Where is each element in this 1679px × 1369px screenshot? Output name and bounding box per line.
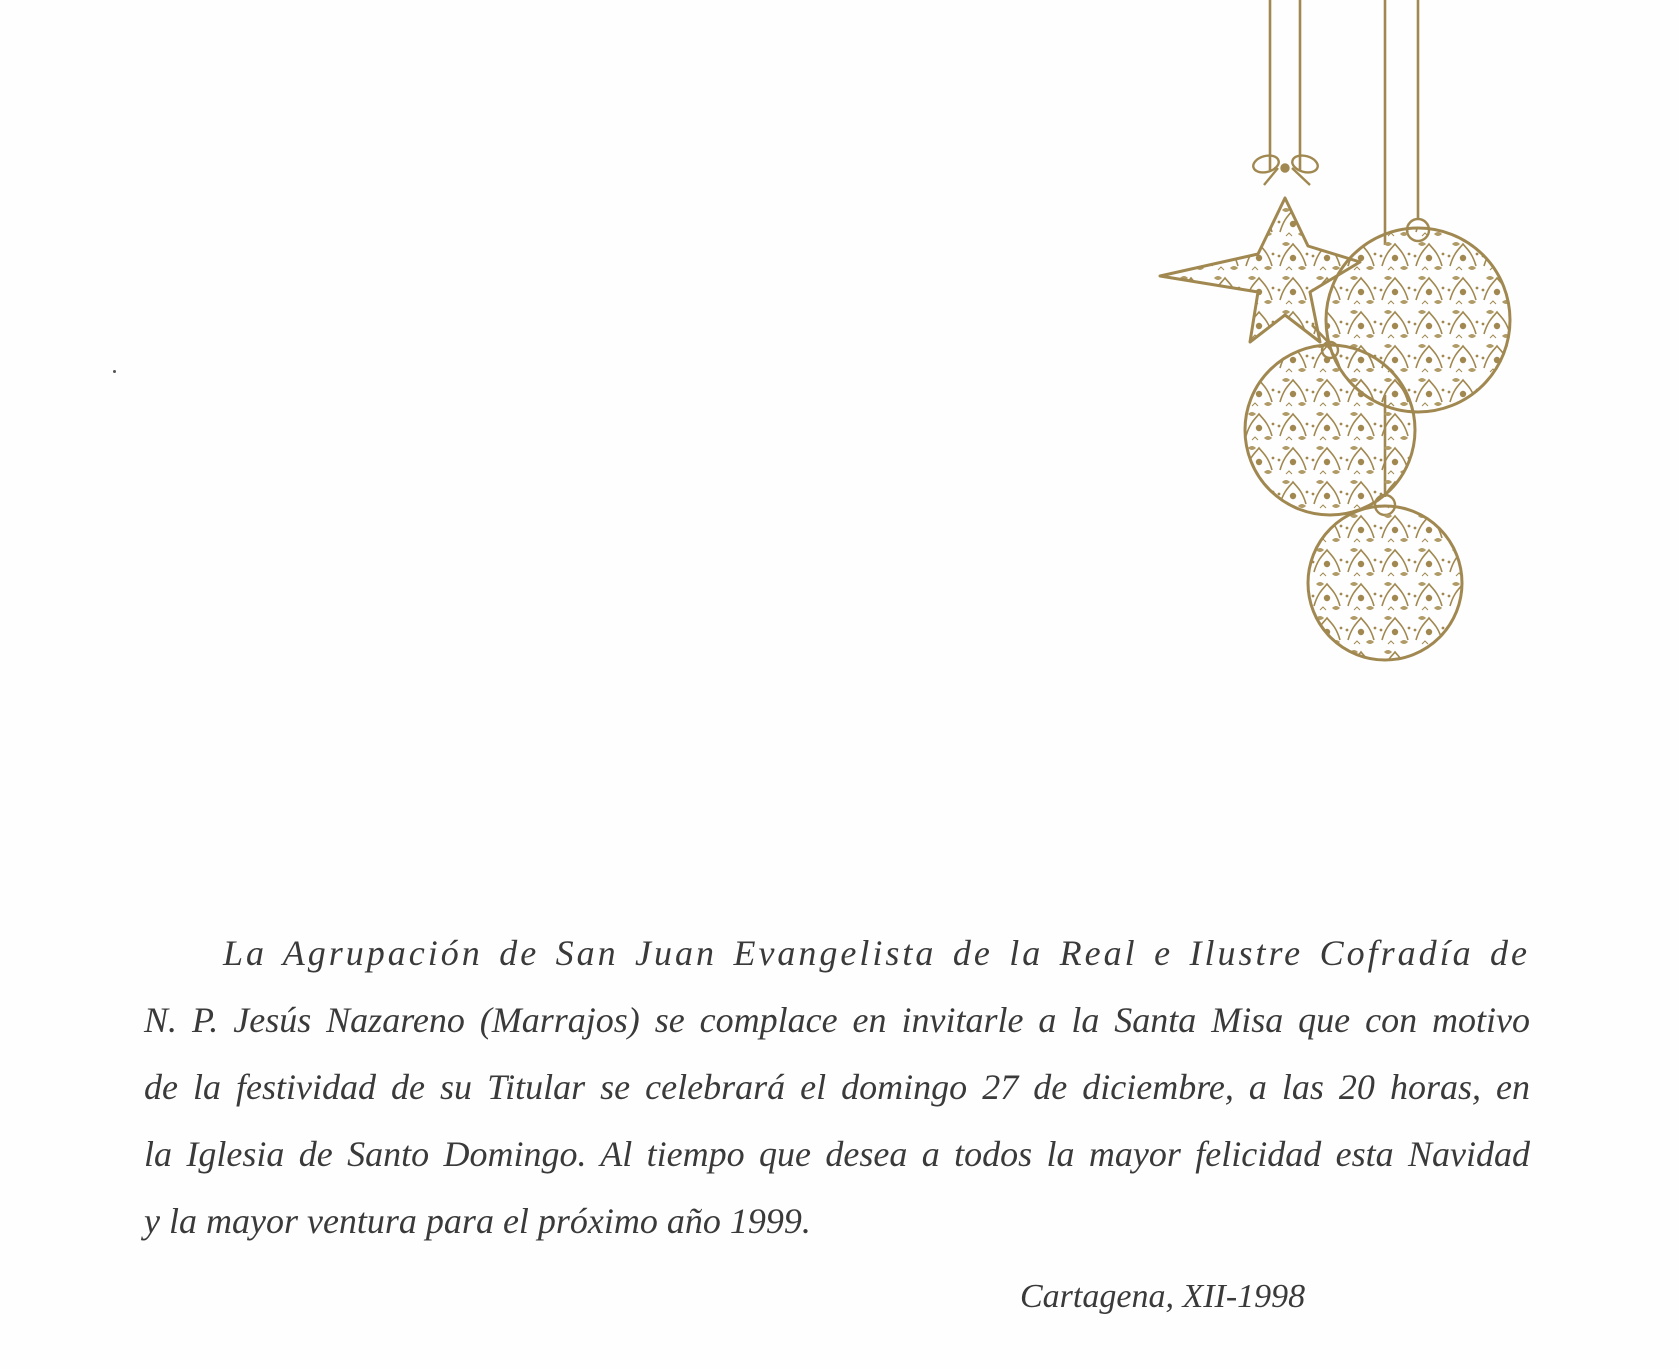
paragraph-line: de la festividad de su Titular se celebrará el domingo 27 de diciembre, a las 20 horas, en	[144, 1067, 1530, 1107]
paragraph-line: N. P. Jesús Nazareno (Marrajos) se complace en invitarle a la Santa Misa que con motivo	[144, 1000, 1530, 1040]
invitation-paragraph	[144, 920, 1530, 1255]
paper-speck	[113, 370, 116, 373]
place-and-date: Cartagena, XII-1998	[1020, 1278, 1306, 1315]
paragraph-line: y la mayor ventura para el próximo año 1999.	[144, 1201, 811, 1241]
paragraph-line: La Agrupación de San Juan Evangelista de la Real e Ilustre Cofradía de	[223, 933, 1530, 973]
paragraph-line: la Iglesia de Santo Domingo. Al tiempo que desea a todos la mayor felicidad esta Navidad	[144, 1134, 1530, 1174]
christmas-baubles-icon	[1140, 0, 1520, 670]
